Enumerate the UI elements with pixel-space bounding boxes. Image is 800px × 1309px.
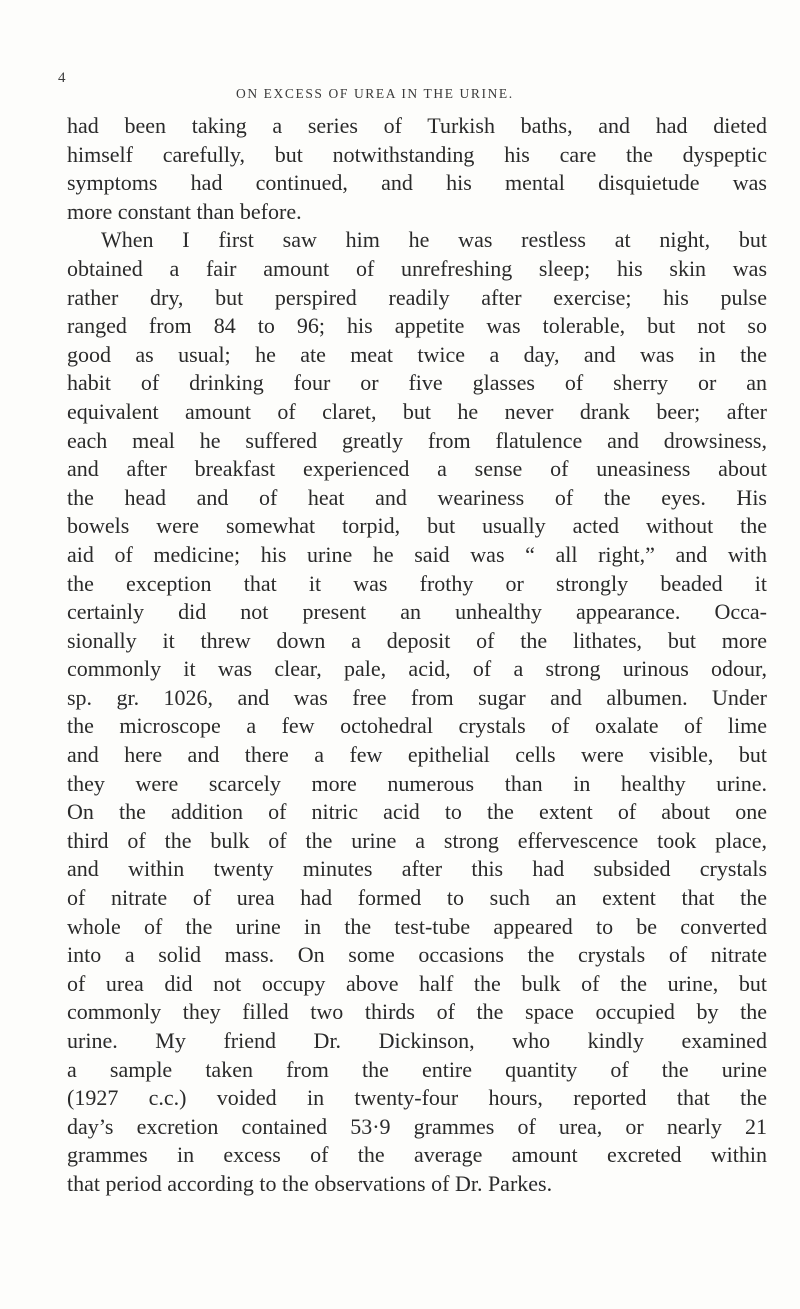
running-head: ON EXCESS OF UREA IN THE URINE.	[236, 86, 514, 101]
text-line: rather dry, but perspired readily after exercise; his pulse	[67, 284, 767, 310]
text-line: each meal he suffered greatly from flatulence and drowsiness,	[67, 427, 767, 453]
text-line: the exception that it was frothy or strongly beaded it	[67, 570, 767, 596]
text-line: that period according to the observations of Dr. Parkes.	[67, 1170, 553, 1196]
text-line: they were scarcely more numerous than in healthy urine.	[67, 770, 767, 796]
text-line: aid of medicine; his urine he said was “ all right,” and with	[67, 541, 767, 567]
text-line: urine. My friend Dr. Dickinson, who kindly examined	[67, 1028, 767, 1053]
text-line: into a solid mass. On some occasions the crystals of nitrate	[67, 942, 767, 968]
text-line: commonly it was clear, pale, acid, of a strong urinous odour,	[67, 656, 767, 682]
text-line: good as usual; he ate meat twice a day, and was in the	[67, 341, 767, 367]
text-line: bowels were somewhat torpid, but usually acted without the	[67, 513, 767, 539]
text-line: day’s excretion contained 53·9 grammes of urea, or nearly 21	[67, 1113, 767, 1139]
text-line: When I first saw him he was restless at night, but	[101, 227, 767, 253]
page-number: 4	[58, 70, 66, 86]
text-line: sionally it threw down a deposit of the lithates, but more	[67, 627, 767, 653]
text-line: symptoms had continued, and his mental disquietude was	[67, 170, 767, 196]
text-line: and here and there a few epithelial cells were visible, but	[67, 742, 767, 768]
text-line: himself carefully, but notwithstanding his care the dyspeptic	[67, 141, 767, 167]
body-text	[67, 112, 767, 1199]
text-line: habit of drinking four or five glasses of sherry or an	[67, 370, 767, 396]
text-line: sp. gr. 1026, and was free from sugar and albumen. Under	[67, 684, 767, 710]
text-line: the microscope a few octohedral crystals of oxalate of lime	[67, 713, 767, 739]
text-line: (1927 c.c.) voided in twenty-four hours, reported that the	[67, 1085, 767, 1111]
text-line: whole of the urine in the test-tube appeared to be converted	[67, 913, 767, 939]
text-line: ranged from 84 to 96; his appetite was tolerable, but not so	[67, 313, 767, 339]
text-line: On the addition of nitric acid to the extent of about one	[67, 799, 767, 825]
text-line: obtained a fair amount of unrefreshing sleep; his skin was	[67, 255, 767, 281]
text-line: a sample taken from the entire quantity of the urine	[67, 1056, 767, 1082]
text-line: certainly did not present an unhealthy appearance. Occa-	[67, 599, 767, 625]
text-line: of urea did not occupy above half the bulk of the urine, but	[67, 970, 767, 996]
text-line: third of the bulk of the urine a strong effervescence took place,	[67, 827, 767, 853]
text-line: equivalent amount of claret, but he never drank beer; after	[67, 398, 767, 424]
text-line: commonly they filled two thirds of the space occupied by the	[67, 999, 767, 1025]
text-line: had been taking a series of Turkish baths, and had dieted	[67, 113, 767, 138]
text-line: the head and of heat and weariness of the eyes. His	[67, 484, 767, 510]
text-line: of nitrate of urea had formed to such an extent that the	[67, 885, 767, 911]
text-line: and within twenty minutes after this had subsided crystals	[67, 856, 767, 882]
text-line: grammes in excess of the average amount excreted within	[67, 1142, 767, 1168]
text-line: and after breakfast experienced a sense of uneasiness about	[67, 456, 767, 482]
text-line: more constant than before.	[67, 198, 302, 224]
